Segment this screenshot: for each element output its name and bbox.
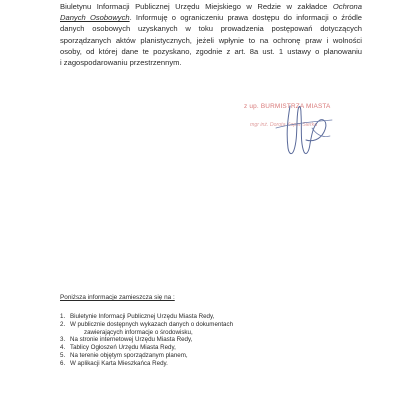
stamp-name: mgr inż. Dorota Koper-Sierka	[250, 122, 318, 128]
list-item: 1. Biuletynie Informacji Publicznej Urzędu Miasta Redy,	[60, 313, 215, 320]
distribution-intro: Poniższa informacje zamieszcza się na :	[60, 294, 175, 301]
stamp-title: z up. BURMISTRZA MIASTA	[244, 103, 331, 110]
body-line-2: Danych Osobowych. Informuję o ograniczeniu prawa dostępu do informacji o źródle	[60, 13, 362, 23]
list-item: 3. Na stronie internetowej Urzędu Miasta Redy,	[60, 336, 193, 344]
body-line-5: osoby, od której dane te pozyskano, zgodnie z art. 8a ust. 1 ustawy o planowaniu	[60, 46, 362, 56]
list-item: 6. W aplikacji Karta Mieszkańca Redy.	[60, 359, 168, 367]
body-line-3: danych osobowych uzyskanych w toku prowadzenia postępowań dotyczących	[60, 24, 362, 34]
handwritten-signature	[268, 98, 338, 160]
body-line-6: i zagospodarowaniu przestrzennym.	[60, 58, 182, 68]
list-item: 4. Tablicy Ogłoszeń Urzędu Miasta Redy,	[60, 344, 176, 352]
list-item: 2. W publicznie dostępnych wykazach danych o dokumentach zawierających informacje o środowisku,	[60, 320, 234, 336]
body-line-4: sporządzanych aktów planistycznych, jeżeli wpłynie to na ochronę praw i wolności	[60, 35, 362, 45]
body-line-1: Biuletynu Informacji Publicznej Urzędu Miejskiego w Redzie w zakładce Ochrona	[60, 2, 362, 11]
body-paragraph	[60, 1, 362, 68]
distribution-list	[60, 313, 320, 368]
list-item: 5. Na terenie objętym sporządzanym planem,	[60, 351, 188, 359]
